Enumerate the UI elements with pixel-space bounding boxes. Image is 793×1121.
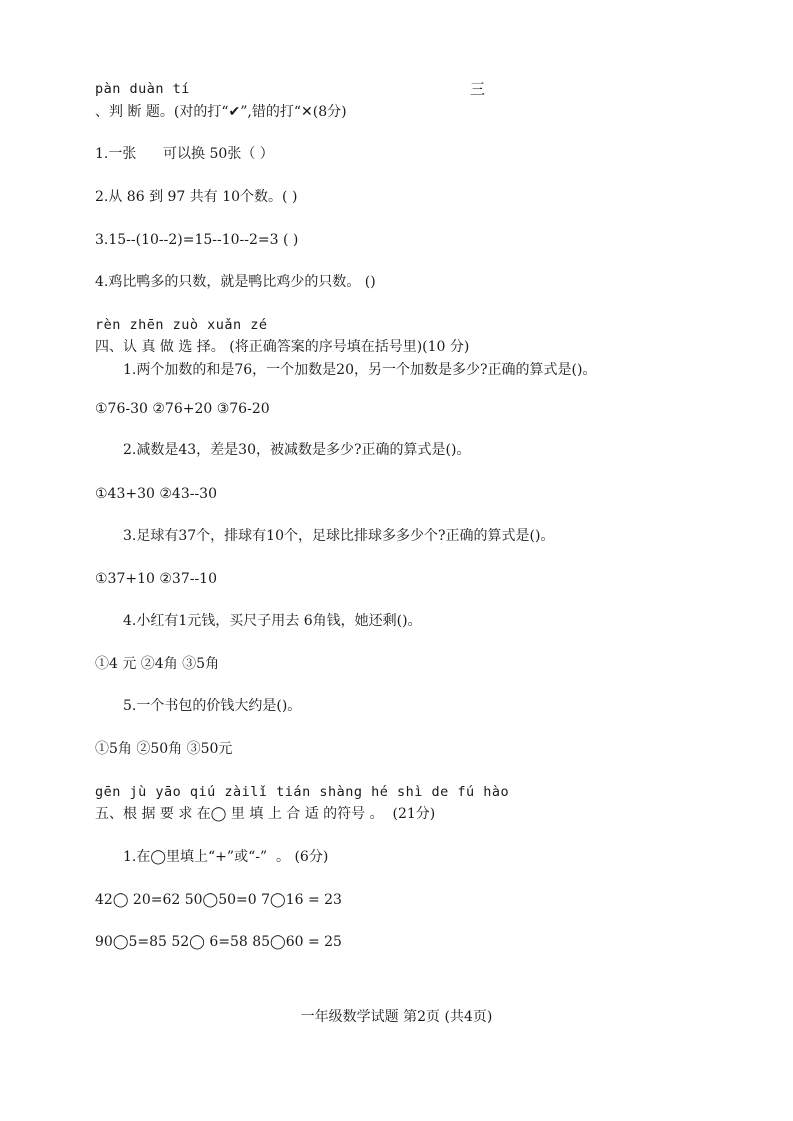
section4-pinyin: rèn zhēn zuò xuǎn zé xyxy=(95,317,268,333)
section4-question-4: 4.小红有1元钱，买尺子用去 6角钱，她还剩()。 xyxy=(123,613,422,629)
section4-options-1: ①76-30 ②76+20 ③76-20 xyxy=(95,401,270,417)
section3-number: 三 xyxy=(470,80,486,98)
section4-question-1: 1.两个加数的和是76，一个加数是20，另一个加数是多少?正确的算式是()。 xyxy=(123,362,597,378)
section5-pinyin: gēn jù yāo qiú zàilǐ tián shàng hé shì de fú hào xyxy=(95,784,510,800)
section4-options-3: ①37+10 ②37--10 xyxy=(95,571,218,587)
section3-item-2: 2.从 86 到 97 共有 10个数。( ) xyxy=(95,189,298,205)
section5-sub1: 1.在◯里填上“+”或“-” 。 (6分) xyxy=(123,849,329,865)
section4-options-4: ①4 元 ②4角 ③5角 xyxy=(95,656,220,672)
section3-item-1: 1.一张 可以换 50张（ ） xyxy=(95,146,274,162)
section4-question-3: 3.足球有37个，排球有10个，足球比排球多多少个?正确的算式是()。 xyxy=(123,528,555,544)
section5-row-2: 90◯5=85 52◯ 6=58 85◯60 = 25 xyxy=(95,934,342,950)
section3-item-3: 3.15--(10--2)=15--10--2=3 ( ) xyxy=(95,232,299,248)
section3-title: 、判 断 题。(对的打“✔”,错的打“✕(8分) xyxy=(95,104,347,120)
section4-options-5: ①5角 ②50角 ③50元 xyxy=(95,741,233,757)
section3-item-4: 4.鸡比鸭多的只数，就是鸭比鸡少的只数。 () xyxy=(95,274,376,290)
section5-row-1: 42◯ 20=62 50◯50=0 7◯16 = 23 xyxy=(95,892,342,908)
section4-question-2: 2.减数是43，差是30，被减数是多少?正确的算式是()。 xyxy=(123,442,471,458)
section4-options-2: ①43+30 ②43--30 xyxy=(95,486,218,502)
section3-pinyin: pàn duàn tí xyxy=(95,81,190,97)
section4-title: 四、认 真 做 选 择。 (将正确答案的序号填在括号里)(10 分) xyxy=(95,339,470,355)
section4-question-5: 5.一个书包的价钱大约是()。 xyxy=(123,698,302,714)
page-footer: 一年级数学试题 第2页 (共4页) xyxy=(300,1009,493,1025)
section5-title: 五、根 据 要 求 在◯ 里 填 上 合 适 的符号 。 (21分) xyxy=(95,806,436,822)
